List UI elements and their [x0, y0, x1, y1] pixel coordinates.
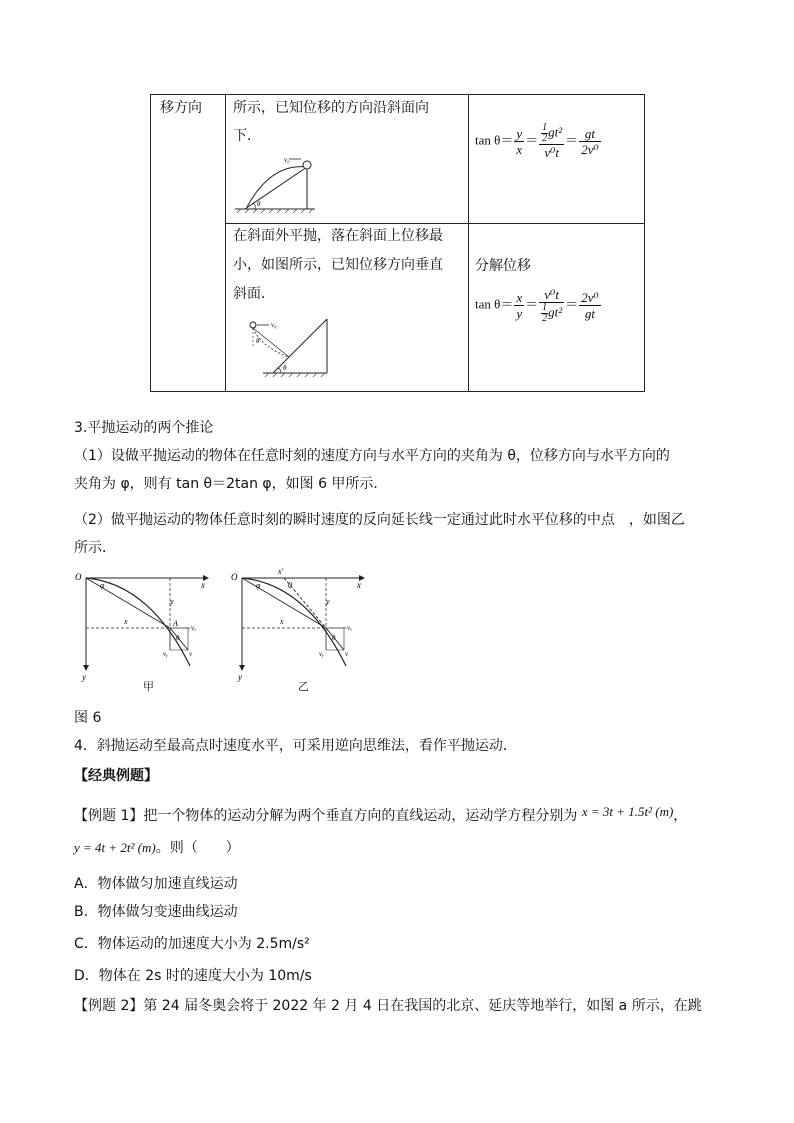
caption-jia: 甲: [143, 680, 154, 693]
phi-label: φ: [100, 581, 105, 590]
row2-desc-line2: 小，如图所示，已知位移方向垂直: [233, 257, 443, 273]
frac-den: 2v⁰: [581, 142, 599, 157]
frac-num: 2v⁰: [581, 290, 599, 305]
v0-label: v₀: [271, 321, 277, 329]
example1-text: 【例题 1】把一个物体的运动分解为两个垂直方向的直线运动，运动学方程分别为: [74, 808, 578, 824]
xprime-label: x′: [278, 567, 284, 576]
row1-desc-line2: 下．: [233, 128, 261, 144]
phi-label: φ: [256, 581, 261, 590]
para2-line2: 所示．: [74, 540, 116, 556]
half-den: 2: [542, 133, 548, 144]
theta-label: θ: [257, 200, 261, 208]
example1-then: 。则（ ）: [155, 840, 240, 856]
item4: 4．斜抛运动至最高点时速度水平，可采用逆向思维法，看作平抛运动．: [74, 738, 517, 754]
example1-comma: ，: [673, 808, 688, 824]
row1-formula: tan θ＝ $\frac{y}{x}$ ＝ $\frac{1}{2}$ gt² v⁰t ＝ $\frac{gt}{\text{2v⁰}}$: [475, 122, 599, 160]
origin-label: O: [75, 572, 82, 582]
origin-label: O: [231, 572, 238, 582]
caption-yi: 乙: [298, 680, 309, 693]
theta-label: θ: [256, 337, 260, 345]
v0-label: v₀: [284, 156, 290, 164]
slope-landing-figure: [243, 313, 343, 379]
vx-label: vₓ: [347, 624, 353, 632]
gt2: gt²: [548, 124, 563, 140]
frac-den: gt: [584, 306, 595, 321]
x-label: x: [280, 617, 284, 626]
theta-label: θ: [283, 364, 287, 372]
x-label: x: [124, 617, 128, 626]
example1-eq-y: y = 4t + 2t² (m): [74, 840, 156, 855]
row1-desc-line1: 所示，已知位移的方向沿斜面向: [233, 100, 429, 116]
option-D: D．物体在 2s 时的速度大小为 10m/s: [74, 968, 312, 984]
vx-label: vₓ: [191, 624, 197, 632]
vy-label: vᵧ: [319, 650, 324, 658]
row2-formula: tan θ＝ $\frac{x}{y}$ ＝ v⁰t $\frac{1}{2}$ gt² ＝ $\frac{\text{2v⁰}}{gt}$: [475, 287, 599, 324]
frac-den: x: [516, 142, 523, 157]
x-axis-label: x: [201, 580, 205, 590]
row2-desc-line1: 在斜面外平抛，落在斜面上位移最: [233, 228, 443, 244]
frac-den: v⁰t: [544, 145, 559, 160]
y-axis-label: y: [238, 672, 242, 682]
frac-num: x: [516, 290, 523, 305]
y-label: y: [326, 597, 330, 606]
y-axis-label: y: [82, 672, 86, 682]
frac-den: y: [516, 306, 523, 321]
example1-line1: [74, 806, 687, 826]
slope-launch-figure: [231, 153, 321, 215]
para1-line1: （1）设做平抛运动的物体在任意时刻的速度方向与水平方向的夹角为 θ，位移方向与水平方向的: [74, 448, 670, 464]
theta-label: θ: [288, 581, 292, 590]
para2-line1: （2）做平抛运动的物体任意时刻的瞬时速度的反向延长线一定通过此时水平位移的中点 ，如图乙: [74, 512, 685, 528]
x-axis-label: x: [357, 580, 361, 590]
section3-title: 3.平抛运动的两个推论: [74, 420, 214, 436]
option-A: A．物体做匀加速直线运动: [74, 876, 238, 892]
option-C: C．物体运动的加速度大小为 2.5m/s²: [74, 936, 310, 952]
tan-prefix: tan θ＝: [475, 296, 514, 312]
tan-prefix: tan θ＝: [475, 132, 514, 148]
para1-line2: 夹角为 φ，则有 tan θ＝2tan φ，如图 6 甲所示．: [74, 476, 388, 492]
frac-num: v⁰t: [539, 287, 564, 303]
table-divider: [468, 95, 469, 391]
figure-6-yi: [226, 566, 376, 696]
figure-6-jia: [70, 566, 220, 696]
gt2: gt²: [548, 304, 563, 320]
table-divider: [225, 95, 226, 391]
figure-caption: 图 6: [74, 710, 102, 726]
row2-desc-line3: 斜面．: [233, 286, 275, 302]
method-table: [150, 94, 645, 392]
vy-label: vᵧ: [163, 650, 168, 658]
frac-num: y: [516, 126, 523, 141]
y-label: y: [170, 597, 174, 606]
frac-num: [539, 123, 564, 145]
half-den: 2: [542, 313, 548, 324]
half-num: 1: [542, 302, 548, 313]
row-label: 移方向: [160, 100, 202, 116]
example1-eq-x: x = 3t + 1.5t² (m): [581, 804, 674, 819]
theta-label: θ: [332, 634, 336, 642]
theta-label: θ: [176, 634, 180, 642]
method-decompose-displacement: 分解位移: [475, 258, 531, 274]
half-num: 1: [542, 122, 548, 133]
example2-line1: 【例题 2】第 24 届冬奥会将于 2022 年 2 月 4 日在我国的北京、延庆等地举行，如图 a 所示，在跳: [74, 998, 702, 1014]
point-A-label: A: [173, 619, 178, 628]
v-label: v: [189, 650, 193, 658]
frac-den: [539, 303, 564, 324]
option-B: B．物体做匀变速曲线运动: [74, 904, 238, 920]
frac-num: gt: [579, 126, 600, 142]
v-label: v: [345, 650, 349, 658]
classic-examples-heading: 【经典例题】: [74, 768, 158, 784]
example1-line2: [74, 838, 240, 858]
